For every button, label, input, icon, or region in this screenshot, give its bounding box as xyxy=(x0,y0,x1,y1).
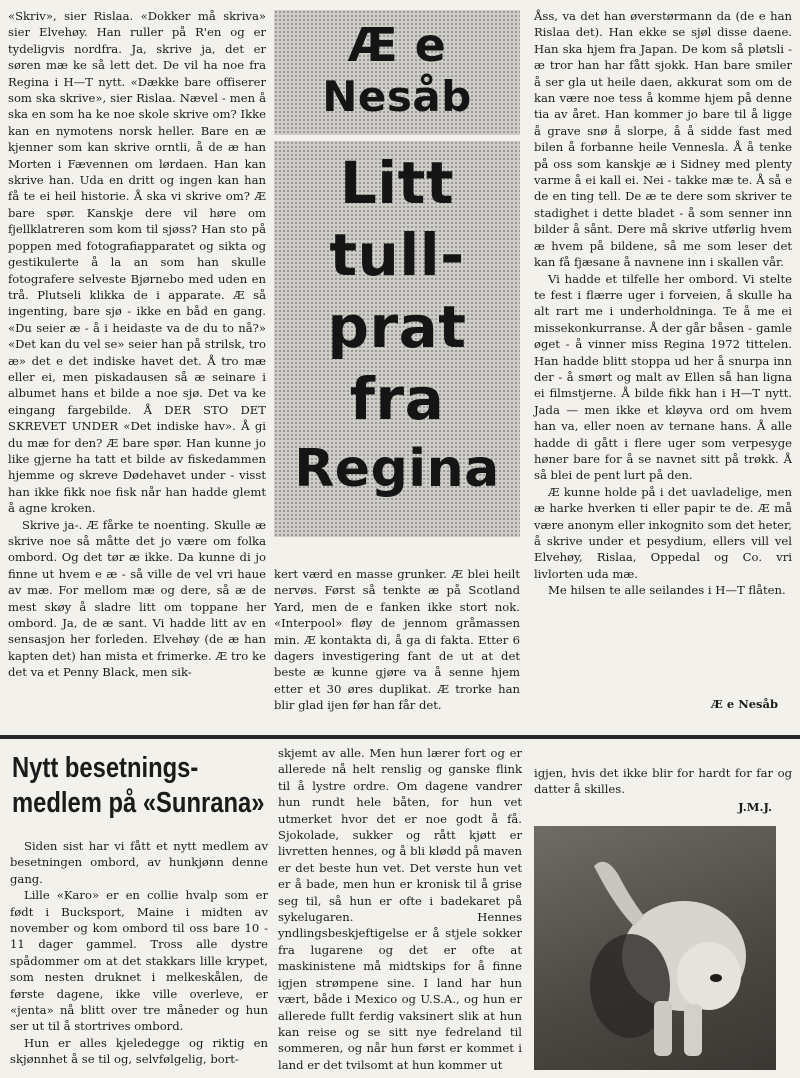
bottom-column-3 xyxy=(534,765,792,798)
title-line: Nesåb xyxy=(322,72,472,121)
bottom-column-2 xyxy=(278,745,522,1073)
bottom-signature: J.M.J. xyxy=(738,800,772,814)
top-column-1 xyxy=(8,8,266,681)
paragraph: kert værd en masse grunker. Æ blei heilt nervøs. Først så tenkte æ på Scotland Yard, men de e fanken ikke stort nok. «Interpool» fløy de jennom gråmassen min. Æ kontakta di, å ga di fakta. Etter 6 dagers investigering fant de ut at det beste æ kunne gjøre va å senne hjem etter et 30 øres duplikat. Æ trorke han blir glad ijen før han får det. xyxy=(274,567,520,713)
headline-line-2: medlem på «Sunrana» xyxy=(12,787,265,819)
paragraph: Skrive ja-. Æ fårke te noenting. Skulle æ skrive noe så måtte det jo være om folka ombord. Og det tør æ ikke. Da kunne di jo finne ut hvem e æ - så ville de vel vri haue av mæ. For mellom mæ og dere, så æ de mest skøy å sladre litt om toppane her ombord. Ja, de æ sant. Vi hadde litt av en sensasjon her forleden. Elvehøy (de æ han kapten det) han mista et frimerke. Æ tro ke det va et Penny Black, men sik- xyxy=(8,517,266,680)
title-line: tull- xyxy=(329,221,465,289)
paragraph: Hun er alles kjeledegge og riktig en skjønnhet å se til og, selvfølgelig, bort- xyxy=(10,1035,268,1067)
top-signature: Æ e Nesåb xyxy=(710,697,778,711)
title-line: Litt xyxy=(339,149,455,217)
paragraph: Æ kunne holde på i det uavladelige, men æ harke hverken ti eller papir te de. Æ må være anonym eller inkognito som det heter, å skrive under et pesydium, ellers vill vel Elvehøy, Rislaa, Oppedal og Co. vri livlorten uda mæ. xyxy=(534,484,792,581)
bottom-column-1 xyxy=(10,838,268,1068)
title-line: Regina xyxy=(294,439,500,499)
top-column-2 xyxy=(274,566,520,714)
paragraph: Åss, va det han øverstørmann da (de e han Rislaa det). Han ekke se sjøl disse daene. Han ska hjem fra Japan. De kom så pløtsli - æ tror han har fått sjokk. Han bare smiler å ser gla ut heile daen, akkurat som om de kan være noe tess å komme hjem på denne tia av året. Han kommer jo bare til å ligge å grave snø å slorpe, å å sidde fast med bilen å forbanne heile Vennesla. Å å tenke på oss som kanskje æ i Sidney med plenty varme å ei kall ei. Nei - takke mæ te. Å så e de en ting tell. De æ te dere som skriver te stadighet i dette bladet - å som senner inn bilder å sånt. Dere må skrive utførlig hvem æ hvem på bildene, så me som leser det kan få fjæsane å navnene inn i skallen vår. xyxy=(534,9,792,270)
paragraph: skjemt av alle. Men hun lærer fort og er allerede nå helt renslig og ganske flink til å lystre ordre. Om dagene vandrer hun rundt hele båten, for hun vet utmerket hvor det er noe godt å få. Sjokolade, sukker og rått kjøtt er livretten hennes, og å bli klødd på maven er det beste hun vet. Det verste hun vet er å bade, men hun er kronisk til å grise seg til, så hun er ofte i badekaret på sykelugaren. Hennes yndlingsbeskjeftigelse er å stjele sokker fra lugarene og det er ofte at maskinistene må midtskips for å finne igjen strømpene sine. I land har hun vært, både i Mexico og U.S.A., og hun er allerede fullt ferdig vaksinert slik at hun kan reise og se sitt nye fedreland til sommeren, og når hun først er kommet i land er det tvilsomt at hun kommer ut xyxy=(278,746,522,1072)
collie-puppy-image xyxy=(534,826,776,1070)
title-line: fra xyxy=(349,365,445,433)
dog-photo xyxy=(534,826,776,1070)
paragraph: Me hilsen te alle seilandes i H—T flåten. xyxy=(548,583,786,598)
title-box-lower xyxy=(274,141,520,537)
paragraph: Siden sist har vi fått et nytt medlem av besetningen ombord, av hunkjønn denne gang. xyxy=(10,839,268,886)
title-line: Æ e xyxy=(347,18,447,72)
top-column-3 xyxy=(534,8,792,599)
title-box-upper xyxy=(274,10,520,135)
headline-line-1: Nytt besetnings- xyxy=(12,752,199,784)
paragraph: Lille «Karo» er en collie hvalp som er født i Bucksport, Maine i midten av november og kom ombord til oss bare 10 - 11 dager gammel. Tross alle dystre spådommer om at det stakkars lille krypet, som nesten druknet i melkeskålen, de første dagene, ikke ville overleve, er «jenta» nå blitt over tre måneder og hun ser ut til å stortrives ombord. xyxy=(10,888,268,1034)
section-divider xyxy=(0,735,800,739)
title-line: prat xyxy=(327,293,467,361)
paragraph: «Skriv», sier Rislaa. «Dokker må skriva» sier Elvehøy. Han ruller på R'en og er tydeligvis nordfra. Ja, skrive ja, det er søren mæ ke så lett det. De vil ha noe fra Regina i H—T nytt. «Dække bare offiserer som ska skrive», sier Rislaa. Nævel - men å ska en som ha ke noe skole skrive om? Ikke kan en nymotens norsk heller. Bare en æ kjenner som kan skrive orntli, å de æ han Morten i Fævennen om lørdaen. Han kan skrive han. Uda en dritt og ingen kan han få te ei heil historie. Å ska vi skrive om? Æ bare spør. Kanskje dere vil høre om fjellklatreren som kom til sjøss? Han sto på poppen med fotografiapparatet og sikta og gestikulerte å la an som han skulle fotografere selveste Bjørnebo med uden en trå. Plutseli klikka de i apparate. Æ så ingenting, bare sjø - ikke en båd en gang. «Du seier æ - å i heidaste va de du to nå?» «Det kan du vel se» seier han på strilsk, tro æ» det e det indiske havet det. Å tro mæ eller ei, men piskadausen så æ seinare i albumet hans et bilde a noe sjø. Det va ke eingang fargebilde. Å DER STO DET SKREVET UNDER «Det indiske hav». Å gi du mæ for den? Æ bare spør. Han kunne jo like gjerne ha tatt et bilde av fiskedammen hjemme og skreve Dødehavet under - visst han ikke fikk noe fisk når han hadde glemt å agne kroken. xyxy=(8,9,266,516)
paragraph: igjen, hvis det ikke blir for hardt for far og datter å skilles. xyxy=(534,766,792,797)
paragraph: Vi hadde et tilfelle her ombord. Vi stelte te fest i flærre uger i forveien, å skulle ha alt rart me i underholdninga. Te å me ei missekonkurranse. Å der går båsen - gamle øget - å vinner miss Regina 1972 tittelen. Han hadde blitt stoppa ud her å snurpa inn der - å smørt og malt av Ellen så han ligna ei filmstjerne. Å bilde fikk han i H—T nytt. Jada — men ikke et kløyva ord om hvem han va, eller noen av ternane hans. Å alle hadde di gått i flere uger som verpesyge høner bare for å se navnet sitt på trøkk. Å så blei de pent lurt på den. xyxy=(534,271,792,483)
